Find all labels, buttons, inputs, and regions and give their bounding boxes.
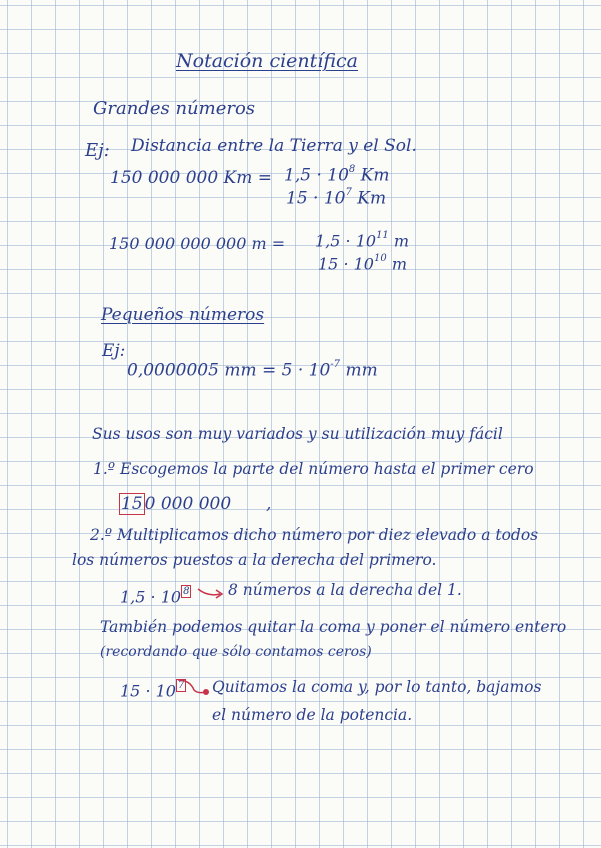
eq1-rhs2 [286,187,387,209]
step-1-number-boxed: 15 [121,494,143,514]
final-note-line-1: Quitamos la coma y, por lo tanto, bajamos [212,678,542,696]
page-title: Notación científica [176,50,359,72]
also-line-2: (recordando que sólo contamos ceros) [100,644,372,660]
eq1-rhs2-exp: 7 [345,187,352,198]
eq3-lhs: 0,0000005 mm = 5 · 10 [127,360,331,381]
step-2-line-1: 2.º Multiplicamos dicho número por diez elevado a todos [90,526,539,544]
eq2-lhs: 150 000 000 000 m = [109,234,286,253]
eq1-rhs1-base: 1,5 · 10 [284,165,349,186]
final-note-line-2: el número de la potencia. [212,706,413,724]
step-2-exponent-boxed: 8 [183,586,190,597]
step-2-line-2: los números puestos a la derecha del primero. [72,551,437,569]
eq1-rhs1-exp: 8 [348,164,356,175]
example-label-1: Ej: [85,140,110,161]
step-2-expression-base: 1,5 · 10 [120,587,182,607]
eq1-rhs1-unit: Km [360,165,390,186]
section-large-heading: Grandes números [93,98,256,119]
eq3 [127,359,378,381]
eq1-rhs1 [284,164,390,186]
example-label-2: Ej: [102,341,126,361]
eq1-lhs: 150 000 000 Km = [110,168,273,188]
eq2-rhs1-unit: m [393,231,410,251]
also-line-1: También podemos quitar la coma y poner el número entero [100,618,567,636]
arrow-icon [176,676,212,696]
final-expression-base: 15 · 10 [120,681,176,701]
step-1-number [119,496,231,513]
eq2-rhs1-base: 1,5 · 10 [315,231,377,251]
eq2-rhs2-exp: 10 [373,253,387,264]
eq1-rhs2-base: 15 · 10 [286,188,346,209]
eq2-rhs2-unit: m [391,254,407,274]
step-1-comma: , [266,494,272,514]
step-1-number-rest: 0 000 000 [144,494,232,514]
eq2-rhs1 [315,230,410,251]
step-2-note: 8 números a la derecha del 1. [228,581,462,599]
example-1-text: Distancia entre la Tierra y el Sol. [131,136,417,156]
uses-line: Sus usos son muy variados y su utilización muy fácil [92,425,503,443]
eq2-rhs1-exp: 11 [376,230,389,241]
eq3-exp: -7 [330,359,341,370]
final-exponent-boxed: 7 [177,680,185,691]
eq1-rhs2-unit: Km [357,188,387,209]
eq3-unit: mm [345,360,378,381]
eq2-rhs2-base: 15 · 10 [318,254,374,274]
step-1-text: 1.º Escogemos la parte del número hasta el primer cero [93,460,534,478]
section-small-heading: Pequeños números [101,305,265,325]
step-2-expression [120,586,191,607]
arrow-icon [196,585,226,601]
eq2-rhs2 [318,253,407,274]
